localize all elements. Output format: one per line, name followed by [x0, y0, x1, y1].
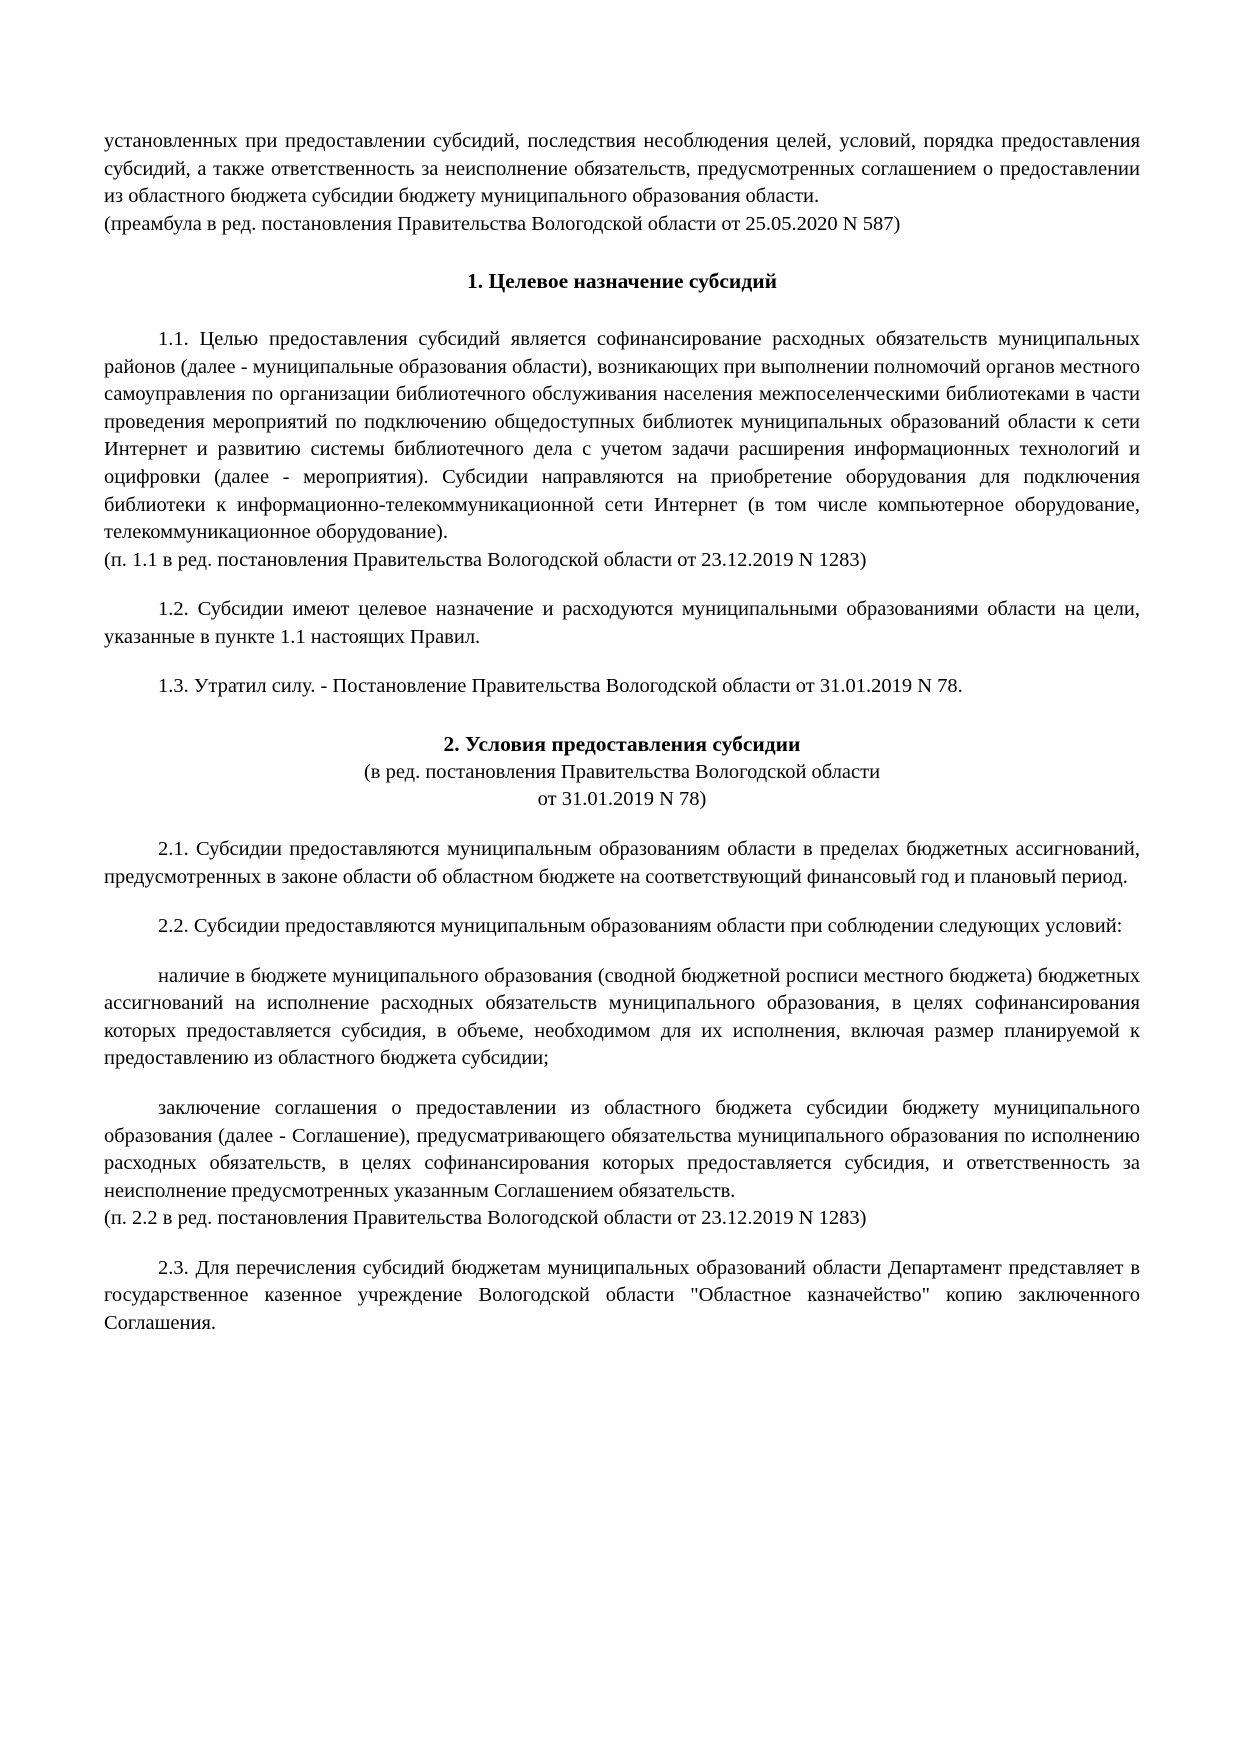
paragraph-2-3: 2.3. Для перечисления субсидий бюджетам муниципальных образований области Департамент представляет в государственное казенное учреждение Вологодской области "Областное казначейство" копию заключенного Соглашения.: [104, 1256, 1140, 1334]
section-heading-2: 2. Условия предоставления субсидии: [443, 731, 801, 756]
paragraph-2-2-condition-2: заключение соглашения о предоставлении из областного бюджета субсидии бюджету муниципального образования (далее - Соглашение), предусматривающего обязательства муниципального образования по исполнению расходных обязательств, в целях софинансирования которых предоставляется субсидия, и ответственность за неисполнение предусмотренных указанным Соглашением обязательств.: [104, 1096, 1140, 1202]
paragraph-2-2: 2.2. Субсидии предоставляются муниципальным образованиям области при соблюдении следующих условий:: [158, 915, 1123, 938]
paragraph-1-2: 1.2. Субсидии имеют целевое назначение и расходуются муниципальными образованиями области на цели, указанные в пункте 1.1 настоящих Правил.: [104, 598, 1140, 648]
source-note-preamble: (преамбула в ред. постановления Правительства Вологодской области от 25.05.2020 N 587): [104, 212, 901, 235]
spacer: [104, 1073, 1140, 1095]
source-note-1-1: (п. 1.1 в ред. постановления Правительства Вологодской области от 23.12.2019 N 1283): [104, 548, 867, 571]
spacer: [104, 651, 1140, 673]
spacer: [104, 941, 1140, 963]
source-note-2-2: (п. 2.2 в ред. постановления Правительства Вологодской области от 23.12.2019 N 1283): [104, 1207, 867, 1230]
spacer: [104, 574, 1140, 596]
spacer: [104, 1233, 1140, 1255]
section-heading-1: 1. Целевое назначение субсидий: [467, 269, 777, 294]
spacer: [104, 814, 1140, 836]
paragraph-1-1: 1.1. Целью предоставления субсидий является софинансирование расходных обязательств муниципальных районов (далее - муниципальные образования области), возникающих при выполнении полномочий органов местного самоуправления по организации библиотечного обслуживания населения межпоселенческими библиотеками в части проведения мероприятий по подключению общедоступных библиотек муниципальных образований области к сети Интернет и развитию системы библиотечного дела с учетом задачи расширения информационных технологий и оцифровки (далее - мероприятия). Субсидии направляются на приобретение оборудования для подключения библиотеки к информационно-телекоммуникационной сети Интернет (в том числе компьютерное оборудование, телекоммуникационное оборудование).: [104, 328, 1140, 544]
source-note-heading-2-line-2: от 31.01.2019 N 78): [537, 788, 707, 811]
paragraph-2-2-condition-1: наличие в бюджете муниципального образования (сводной бюджетной росписи местного бюджета) бюджетных ассигнований на исполнение расходных обязательств муниципального образования, в целях софинансирования которых предоставляется субсидия, в объеме, необходимом для их исполнения, включая размер планируемой к предоставлению из областного бюджета субсидии;: [104, 964, 1140, 1070]
spacer: [104, 238, 1140, 268]
paragraph-preamble-tail: установленных при предоставлении субсидий, последствия несоблюдения целей, условий, порядка предоставления субсидий, а также ответственность за неисполнение обязательств, предусмотренных соглашением о предоставлении из областного бюджета субсидии бюджету муниципального образования области.: [104, 130, 1140, 208]
paragraph-1-3: 1.3. Утратил силу. - Постановление Правительства Вологодской области от 31.01.2019 N 78.: [158, 675, 963, 698]
spacer: [104, 891, 1140, 913]
paragraph-2-1: 2.1. Субсидии предоставляются муниципальным образованиям области в пределах бюджетных ассигнований, предусмотренных в законе области об областном бюджете на соответствующий финансовый год и плановый период.: [104, 838, 1140, 888]
source-note-heading-2-line-1: (в ред. постановления Правительства Вологодской области: [363, 760, 881, 783]
spacer: [104, 296, 1140, 326]
spacer: [104, 701, 1140, 731]
